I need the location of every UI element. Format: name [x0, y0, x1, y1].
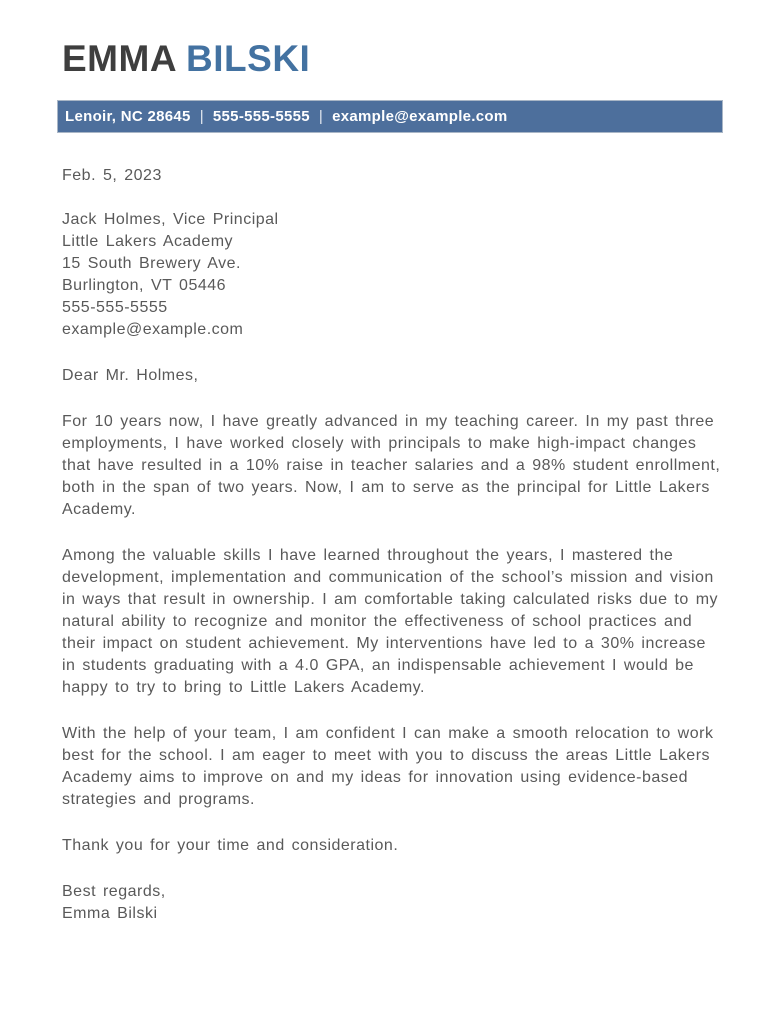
recipient-organization: Little Lakers Academy: [62, 233, 234, 250]
paragraph-2: Among the valuable skills I have learned throughout the years, I mastered the development, implementation and communication of the school’s mission and vision in ways that result in ownership. I am comfortable taking calculated risks due to my natural ability to recognize and monitor the effectiveness of school practices and their impact on student achievement. My interventions have led to a 30% increase in students graduating with a 4.0 GPA, an indispensable achievement I would be happy to try to bring to Little Lakers Academy.: [62, 547, 719, 696]
contact-banner: [57, 100, 723, 133]
paragraph-1: For 10 years now, I have greatly advanced in my teaching career. In my past three employments, I have worked closely with principals to make high-impact changes that have resulted in a 10% raise in teacher salaries and a 98% student enrollment, both in the span of two years. Now, I am to serve as the principal for Little Lakers Academy.: [62, 413, 721, 518]
recipient-city-state-zip: Burlington, VT 05446: [62, 277, 227, 294]
contact-separator: |: [318, 108, 324, 125]
closing-line: Best regards,: [62, 883, 166, 900]
letter-date: Feb. 5, 2023: [62, 167, 162, 184]
recipient-name-title: Jack Holmes, Vice Principal: [62, 211, 279, 228]
applicant-last-name: BILSKI: [186, 38, 311, 79]
contact-separator: |: [199, 108, 204, 125]
contact-email: example@example.com: [332, 108, 508, 125]
recipient-phone: 555-555-5555: [62, 299, 168, 316]
salutation: Dear Mr. Holmes,: [62, 367, 199, 384]
thanks-line: Thank you for your time and consideration.: [62, 837, 399, 854]
contact-phone: 555-555-5555: [212, 108, 310, 125]
signature-name: Emma Bilski: [62, 905, 158, 922]
applicant-first-name: EMMA: [62, 38, 178, 79]
letter-body: [62, 165, 722, 925]
recipient-email: example@example.com: [62, 321, 244, 338]
contact-location: Lenoir, NC 28645: [65, 108, 191, 125]
paragraph-3: With the help of your team, I am confident I can make a smooth relocation to work best for the school. I am eager to meet with you to discuss the areas Little Lakers Academy aims to improve on and my ideas for innovation using evidence-based strategies and programs.: [62, 725, 714, 808]
recipient-street: 15 South Brewery Ave.: [62, 255, 241, 272]
recipient-block: [62, 209, 722, 341]
applicant-name: [62, 40, 722, 77]
